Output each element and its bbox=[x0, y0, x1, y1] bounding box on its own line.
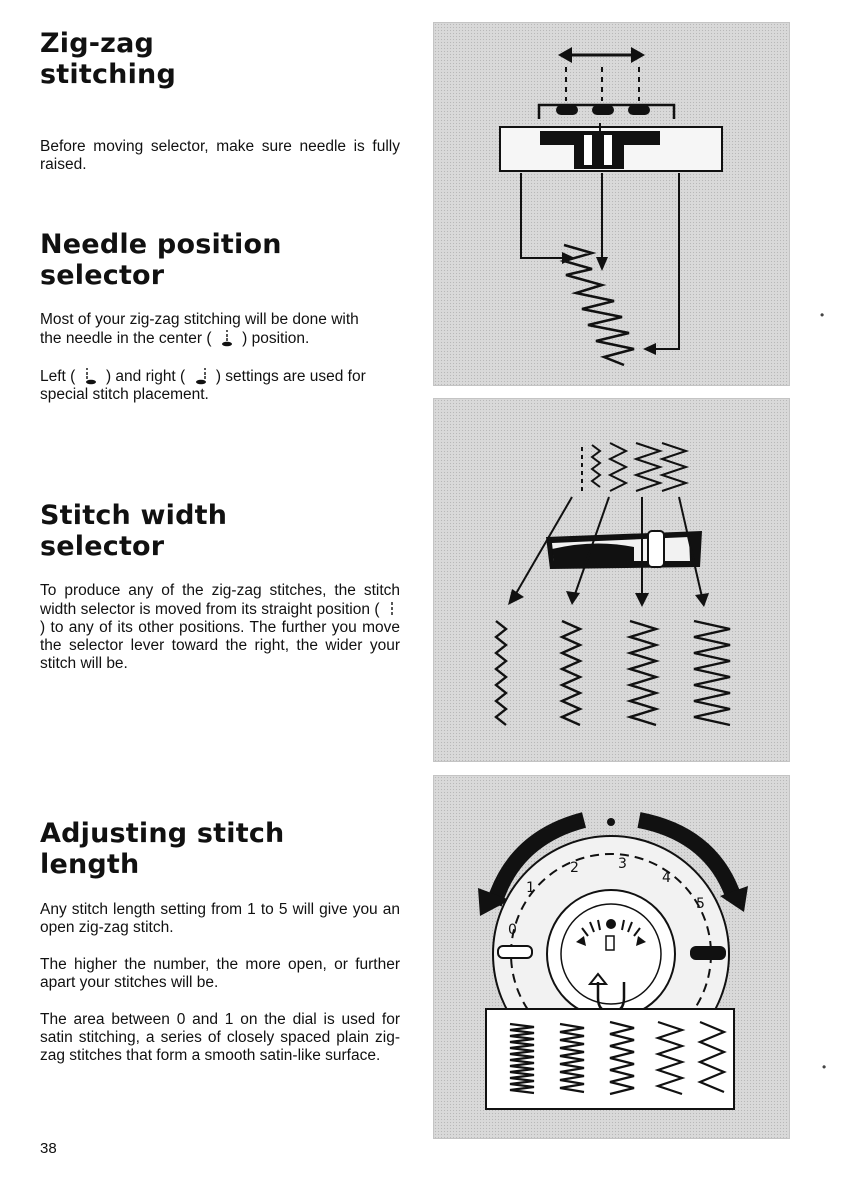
needle-position-drawing bbox=[434, 23, 789, 385]
scan-mark: • bbox=[820, 308, 825, 322]
straight-stitch-icon bbox=[384, 600, 400, 618]
needle-position-p2 bbox=[40, 367, 400, 404]
width-p1-a: To produce any of the zig-zag stitches, the stitch width selector is moved from its straight position ( bbox=[40, 582, 400, 618]
needle-position-p1 bbox=[40, 311, 400, 348]
needle-position-heading bbox=[40, 229, 282, 291]
needle-p2-d: special stitch placement. bbox=[40, 386, 209, 403]
width-title-line1: Stitch width bbox=[40, 500, 228, 531]
stitch-width-drawing bbox=[434, 399, 789, 761]
stitch-length-heading bbox=[40, 818, 284, 880]
needle-p2-b: ) and right ( bbox=[105, 368, 186, 385]
needle-p1-a: Most of your zig-zag stitching will be done with bbox=[40, 311, 359, 328]
zigzag-title-line2: stitching bbox=[40, 59, 176, 90]
needle-p1-b: the needle in the center ( bbox=[40, 330, 212, 347]
needle-center-icon bbox=[216, 329, 238, 347]
needle-title-line1: Needle position bbox=[40, 229, 282, 260]
stitch-width-heading bbox=[40, 500, 227, 562]
dial-number-0: 0 bbox=[508, 922, 517, 938]
needle-p2-c: ) settings are used for bbox=[215, 368, 366, 385]
needle-position-illustration bbox=[433, 22, 790, 386]
arrow-right-head bbox=[631, 47, 645, 63]
zigzag-title-line1: Zig-zag bbox=[40, 28, 155, 59]
scan-mark: • bbox=[822, 1060, 827, 1074]
arrow-left-head bbox=[558, 47, 572, 63]
zigzag-body: Before moving selector, make sure needle is fully raised. bbox=[40, 138, 400, 173]
needle-p1-c: ) position. bbox=[242, 330, 310, 347]
dial-number-1: 1 bbox=[526, 880, 535, 896]
needle-title-line2: selector bbox=[40, 260, 165, 291]
stitch-length-p2: The higher the number, the more open, or further apart your stitches will be. bbox=[40, 956, 400, 991]
stitch-length-illustration bbox=[433, 775, 790, 1139]
stitch-length-p1: Any stitch length setting from 1 to 5 will give you an open zig-zag stitch. bbox=[40, 901, 400, 936]
needle-right-icon bbox=[190, 367, 212, 385]
length-title-line1: Adjusting stitch bbox=[40, 818, 285, 849]
needle-p2-a: Left ( bbox=[40, 368, 76, 385]
page-number: 38 bbox=[40, 1140, 57, 1157]
dial-number-2: 2 bbox=[570, 860, 579, 876]
stitch-width-body bbox=[40, 582, 400, 673]
dial-number-4: 4 bbox=[662, 870, 671, 886]
width-title-line2: selector bbox=[40, 531, 165, 562]
stitch-length-p3: The area between 0 and 1 on the dial is used for satin stitching, a series of closely spaced plain zig-zag stitches that form a smooth satin-like surface. bbox=[40, 1011, 400, 1064]
stitch-length-dial bbox=[434, 776, 789, 1138]
length-title-line2: length bbox=[40, 849, 140, 880]
dial-number-3: 3 bbox=[618, 856, 627, 872]
stitch-width-illustration bbox=[433, 398, 790, 762]
dial-number-5: 5 bbox=[696, 896, 705, 912]
needle-left-icon bbox=[80, 367, 102, 385]
width-p1-b: ) to any of its other positions. The further you move the selector lever toward the right, the wider your stitch will be. bbox=[40, 619, 400, 672]
zigzag-heading bbox=[40, 28, 176, 90]
